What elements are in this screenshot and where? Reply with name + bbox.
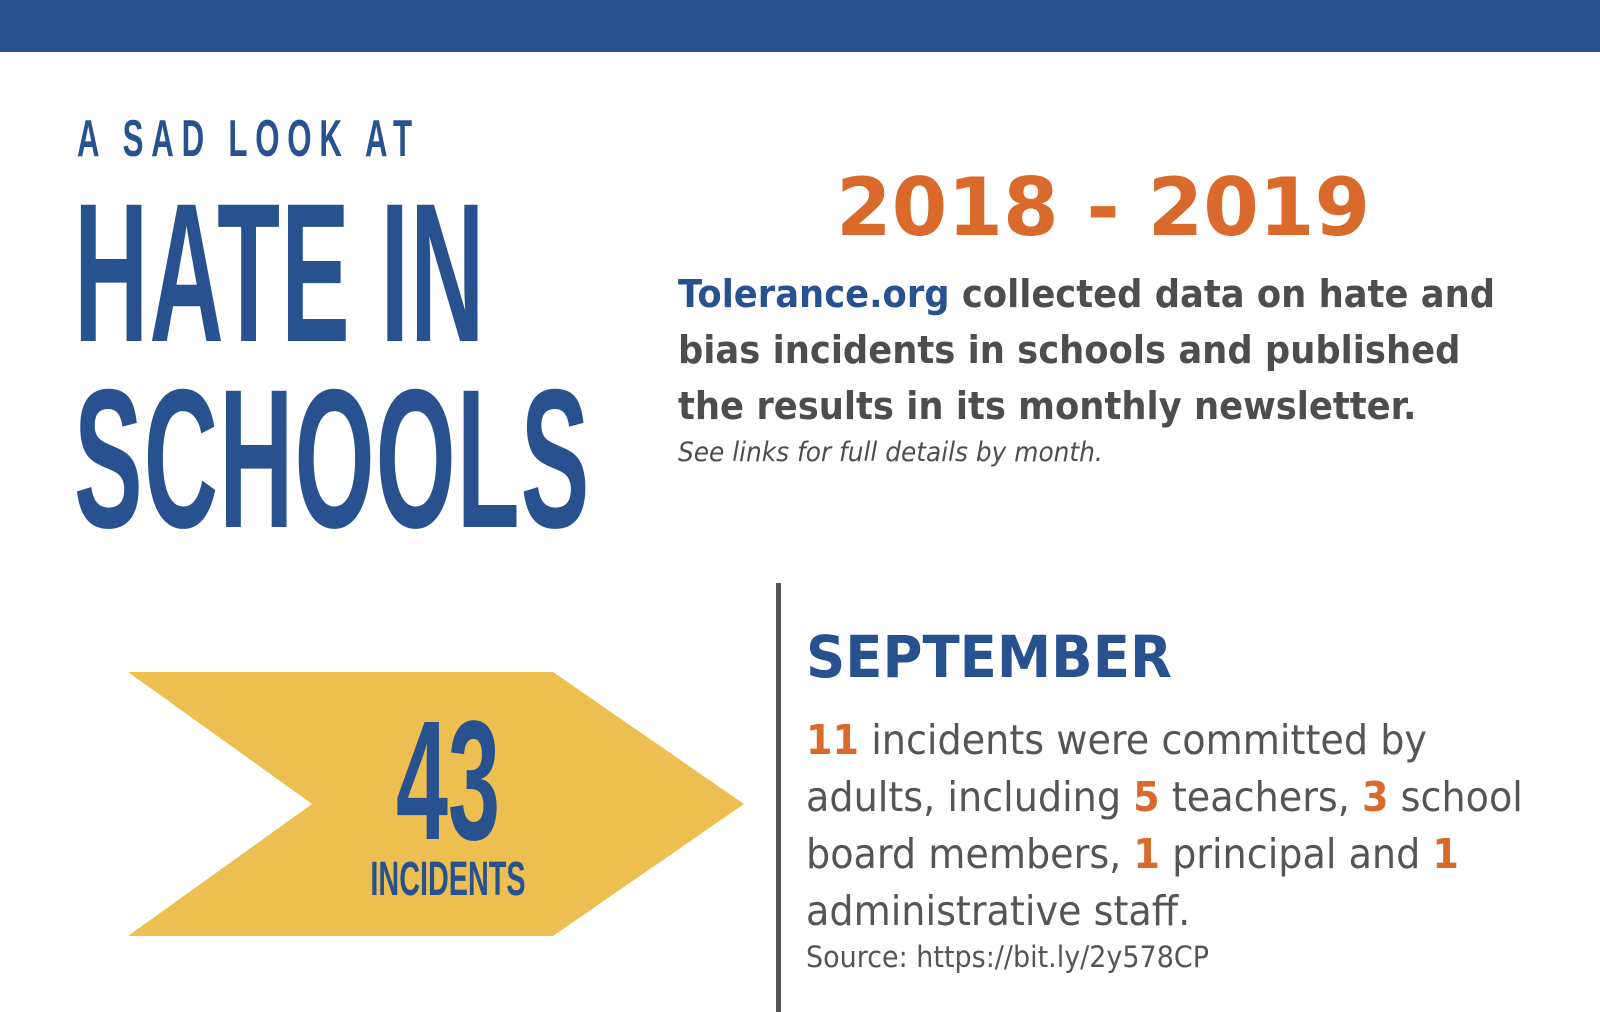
teachers-count: 5 bbox=[1133, 773, 1160, 821]
board-members-count: 3 bbox=[1361, 773, 1389, 821]
tolerance-org-link[interactable]: Tolerance.org bbox=[678, 272, 950, 316]
vertical-divider bbox=[776, 583, 781, 1012]
month-text-5: administrative staff. bbox=[806, 887, 1191, 935]
headline bbox=[74, 162, 591, 569]
headline-kicker: A SAD LOOK AT bbox=[77, 110, 420, 168]
month-text-2: teachers, bbox=[1159, 773, 1362, 821]
adults-count: 11 bbox=[806, 716, 860, 764]
month-text-3: school board members, bbox=[806, 773, 1523, 878]
month-text-4: principal and bbox=[1159, 830, 1433, 878]
month-text-1: incidents were committed by adults, including bbox=[806, 716, 1427, 821]
incident-count: 43 bbox=[395, 686, 501, 876]
source-link[interactable]: Source: https://bit.ly/2y578CP bbox=[806, 940, 1209, 974]
month-description bbox=[806, 712, 1531, 940]
top-banner-bar bbox=[0, 0, 1600, 52]
admin-staff-count: 1 bbox=[1432, 830, 1459, 878]
details-note: See links for full details by month. bbox=[678, 437, 1103, 468]
headline-line-2: SCHOOLS bbox=[74, 348, 591, 569]
month-title: SEPTEMBER bbox=[806, 623, 1172, 691]
year-range: 2018 - 2019 bbox=[836, 161, 1371, 254]
intro-paragraph bbox=[678, 266, 1515, 434]
intro-text: collected data on hate and bias incidents in schools and published the results in its monthly newsletter. bbox=[678, 272, 1496, 428]
headline-line-1: HATE IN bbox=[74, 162, 486, 383]
incident-count-label: INCIDENTS bbox=[370, 853, 526, 906]
principal-count: 1 bbox=[1133, 830, 1160, 878]
